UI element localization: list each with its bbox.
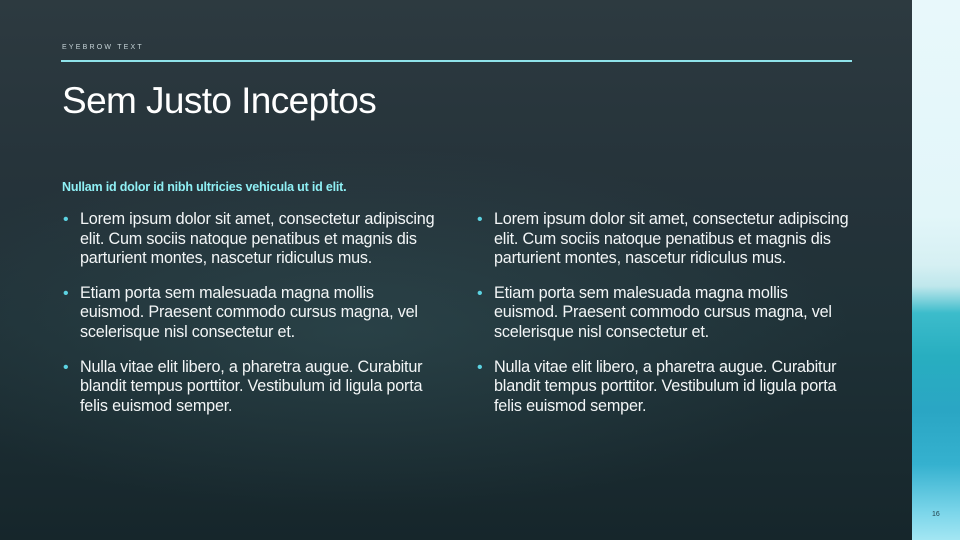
bullet-item [62, 284, 442, 343]
bullet-item [62, 210, 442, 269]
bullet-text: Etiam porta sem malesuada magna mollis euismod. Praesent commodo cursus magna, vel scelerisque nisl consectetur et. [80, 283, 418, 341]
bullet-text: Nulla vitae elit libero, a pharetra augue. Curabitur blandit tempus porttitor. Vestibulum id ligula porta felis euismod semper. [494, 357, 837, 415]
slide-subtitle: Nullam id dolor id nibh ultricies vehicula ut id elit. [62, 180, 347, 194]
bullet-item [476, 210, 856, 269]
bullet-column-right [476, 210, 856, 431]
bullet-dot-icon: • [63, 358, 69, 376]
bullet-column-left [62, 210, 442, 431]
bullet-dot-icon: • [63, 211, 69, 228]
header-rule [61, 60, 852, 62]
bullet-dot-icon: • [477, 358, 483, 376]
bullet-dot-icon: • [477, 284, 483, 302]
bullet-dot-icon: • [63, 284, 69, 302]
bullet-item [476, 358, 856, 417]
slide-title: Sem Justo Inceptos [62, 80, 377, 121]
eyebrow-text: EYEBROW TEXT [62, 44, 144, 51]
bullet-dot-icon: • [477, 211, 483, 228]
page-number: 16 [932, 511, 940, 518]
bullet-text: Lorem ipsum dolor sit amet, consectetur adipiscing elit. Cum sociis natoque penatibus et magnis dis parturient montes, nascetur ridiculus mus. [80, 210, 435, 268]
side-image-strip [912, 0, 960, 540]
bullet-text: Nulla vitae elit libero, a pharetra augue. Curabitur blandit tempus porttitor. Vestibulum id ligula porta felis euismod semper. [80, 357, 423, 415]
bullet-item [476, 284, 856, 343]
bullet-item [62, 358, 442, 417]
bullet-text: Etiam porta sem malesuada magna mollis euismod. Praesent commodo cursus magna, vel scelerisque nisl consectetur et. [494, 283, 832, 341]
bullet-text: Lorem ipsum dolor sit amet, consectetur adipiscing elit. Cum sociis natoque penatibus et magnis dis parturient montes, nascetur ridiculus mus. [494, 210, 849, 268]
